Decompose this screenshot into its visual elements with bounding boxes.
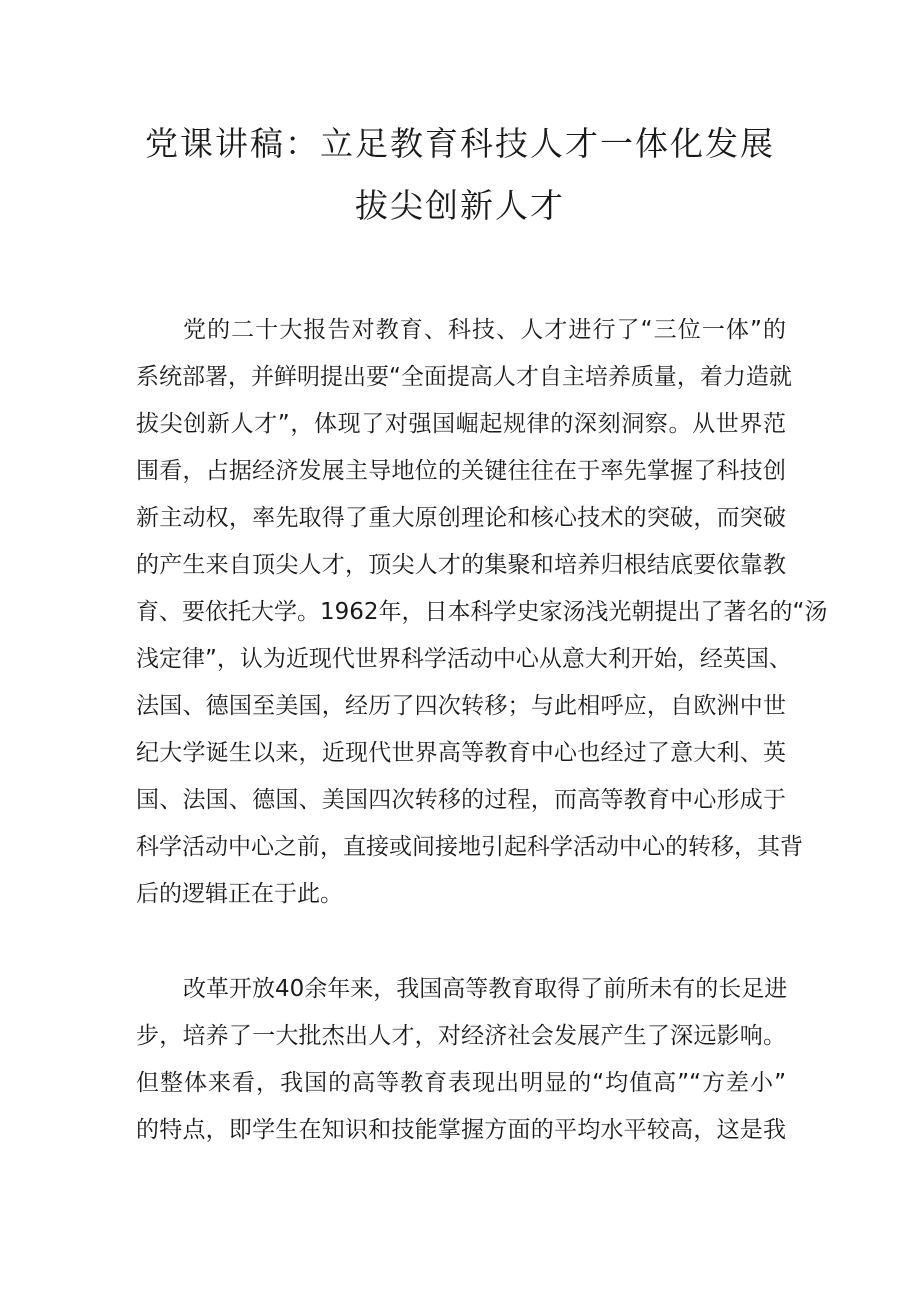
paragraph-line: 围看，占据经济发展主导地位的关键往往在于率先掌握了科技创 bbox=[136, 458, 786, 484]
paragraph-line: 后的逻辑正在于此。 bbox=[136, 881, 343, 907]
paragraph-line: 的特点，即学生在知识和技能掌握方面的平均水平较高，这是我 bbox=[136, 1117, 786, 1143]
paragraph-line: 科学活动中心之前，直接或间接地引起科学活动中心的转移，其背 bbox=[136, 834, 803, 860]
paragraph-line: 国、法国、德国、美国四次转移的过程，而高等教育中心形成于 bbox=[136, 787, 786, 813]
paragraph-line: 拔尖创新人才”，体现了对强国崛起规律的深刻洞察。从世界范 bbox=[136, 411, 786, 437]
paragraph-2 bbox=[136, 966, 786, 1154]
paragraph-line: 步，培养了一大批杰出人才，对经济社会发展产生了深远影响。 bbox=[136, 1023, 786, 1049]
paragraph-1 bbox=[136, 307, 828, 918]
document-title-line-1: 党课讲稿：立足教育科技人才一体化发展 bbox=[145, 124, 775, 163]
paragraph-line: 新主动权，率先取得了重大原创理论和核心技术的突破，而突破 bbox=[136, 505, 786, 531]
document-title-line-2: 拔尖创新人才 bbox=[355, 186, 565, 225]
paragraph-line: 改革开放40余年来，我国高等教育取得了前所未有的长足进 bbox=[183, 976, 788, 1002]
paragraph-line: 法国、德国至美国，经历了四次转移；与此相呼应，自欧洲中世 bbox=[136, 693, 786, 719]
paragraph-line: 浅定律”，认为近现代世界科学活动中心从意大利开始，经英国、 bbox=[136, 646, 792, 672]
paragraph-line: 系统部署，并鲜明提出要“全面提高人才自主培养质量，着力造就 bbox=[136, 364, 792, 390]
paragraph-line: 育、要依托大学。1962年，日本科学史家汤浅光朝提出了著名的“汤 bbox=[136, 599, 828, 625]
paragraph-line: 但整体来看，我国的高等教育表现出明显的“均值高”“方差小” bbox=[136, 1070, 786, 1096]
paragraph-line: 的产生来自顶尖人才，顶尖人才的集聚和培养归根结底要依靠教 bbox=[136, 552, 786, 578]
paragraph-line: 党的二十大报告对教育、科技、人才进行了“三位一体”的 bbox=[183, 317, 786, 343]
paragraph-line: 纪大学诞生以来，近现代世界高等教育中心也经过了意大利、英 bbox=[136, 740, 786, 766]
